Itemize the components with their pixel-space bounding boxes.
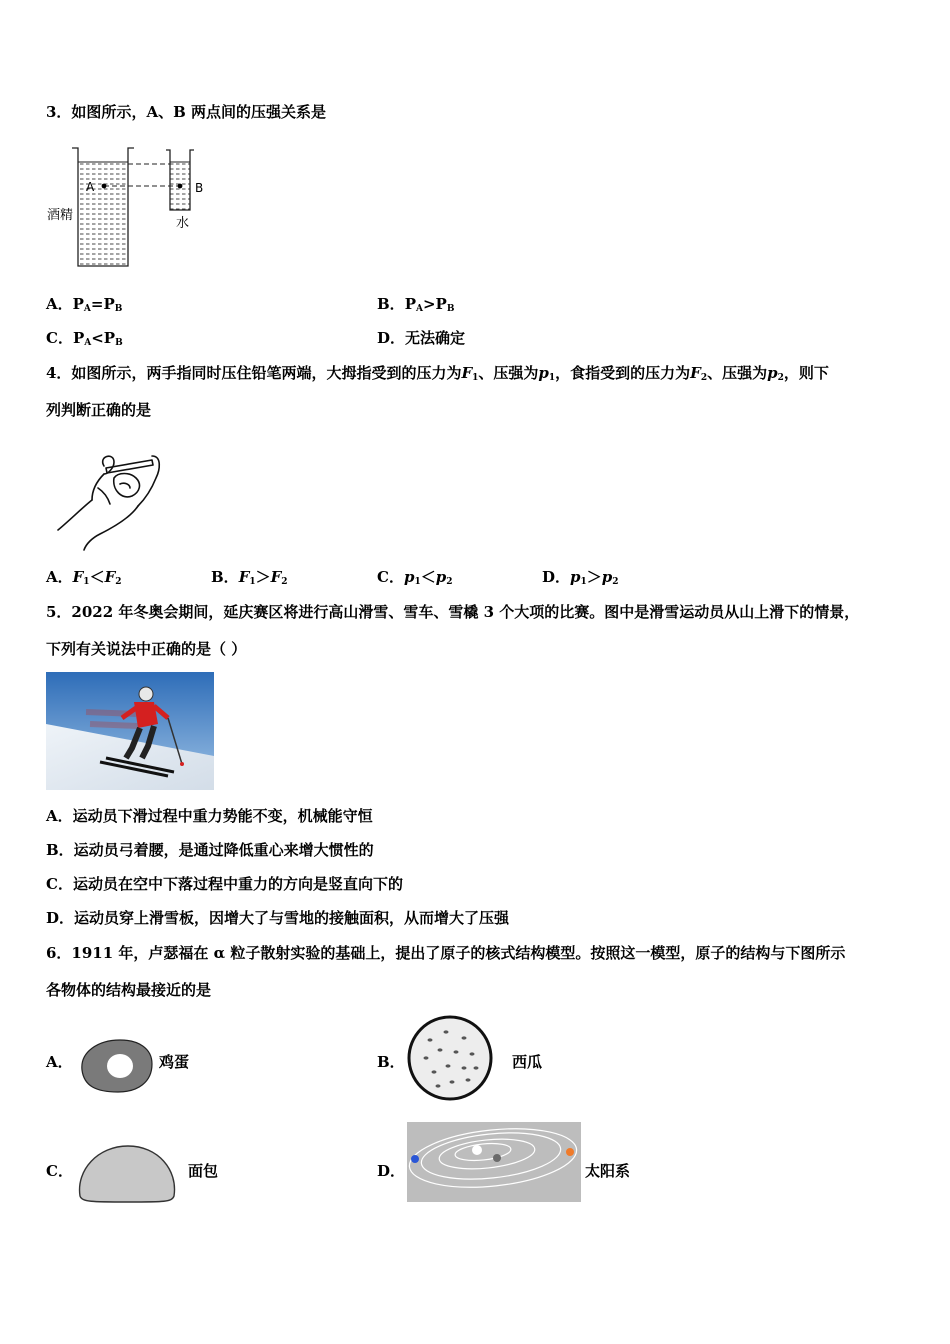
q4-option-c[interactable] [377, 567, 453, 592]
fig-label-water: 水 [176, 216, 190, 231]
var-p: p [538, 364, 549, 382]
stem-text: 4．如图所示，两手指同时压住铅笔两端，大拇指受到的压力为 [46, 364, 462, 382]
subscript: B [114, 304, 123, 314]
stem-text: 、压强为 [707, 364, 768, 382]
q5-option-d[interactable]: D．运动员穿上滑雪板，因增大了与雪地的接触面积，从而增大了压强 [46, 909, 510, 927]
q6-option-c-label: 面包 [188, 1162, 219, 1180]
stem-text: ，食指受到的压力为 [555, 364, 691, 382]
operator: ＜ [89, 568, 105, 586]
var-p: P [103, 329, 116, 347]
option-letter: A． [46, 568, 73, 586]
subscript: A [83, 304, 91, 314]
var-p: P [404, 295, 416, 313]
fig-label-alcohol: 酒精 [47, 208, 74, 223]
subscript: B [115, 338, 123, 348]
subscript: 2 [115, 577, 122, 587]
subscript: 1 [83, 577, 90, 587]
option-letter: C． [46, 329, 73, 347]
q4-stem-line2: 列判断正确的是 [46, 401, 152, 419]
subscript: 2 [777, 373, 784, 383]
subscript: 2 [612, 577, 619, 587]
subscript: 2 [446, 577, 453, 587]
subscript: A [84, 338, 92, 348]
q3-option-d[interactable]: D．无法确定 [377, 329, 466, 347]
stem-text: 、压强为 [478, 364, 539, 382]
stem-text: ，则下 [783, 364, 829, 382]
subscript: 1 [472, 373, 479, 383]
var-p: p [767, 364, 778, 382]
bread-icon [74, 1140, 180, 1204]
option-letter: C． [377, 568, 404, 586]
solar-system-icon [407, 1122, 581, 1202]
option-letter: B． [377, 295, 405, 313]
q6-option-a-letter[interactable]: A． [46, 1053, 73, 1071]
operator: ＞ [586, 568, 602, 586]
var-f: F [104, 568, 116, 586]
option-letter: B． [211, 568, 239, 586]
q6-option-d-label: 太阳系 [585, 1162, 631, 1180]
var-f: F [270, 568, 282, 586]
watermelon-icon [406, 1014, 494, 1102]
operator: = [90, 295, 104, 313]
fig-label-a: A [86, 180, 95, 194]
q4-option-a[interactable] [46, 567, 122, 592]
subscript: 2 [700, 373, 708, 383]
subscript: B [446, 304, 455, 314]
q5-option-a[interactable]: A．运动员下滑过程中重力势能不变，机械能守恒 [46, 807, 373, 825]
egg-icon [76, 1036, 156, 1096]
q3-option-a[interactable] [46, 294, 122, 319]
var-p: p [570, 568, 581, 586]
option-letter: D． [542, 568, 571, 586]
q6-option-b-label: 西瓜 [512, 1053, 543, 1071]
var-f: F [461, 364, 473, 382]
q5-stem-line2: 下列有关说法中正确的是（ ） [46, 640, 247, 658]
q6-stem-line2: 各物体的结构最接近的是 [46, 981, 212, 999]
q6-option-c-letter[interactable]: C． [46, 1162, 73, 1180]
option-letter: A． [46, 295, 73, 313]
q3-stem: 3．如图所示，A、B 两点间的压强关系是 [46, 103, 326, 121]
q6-stem-line1: 6．1911 年，卢瑟福在 α 粒子散射实验的基础上，提出了原子的核式结构模型。按照这一模型，原子的结构与下图所示 [46, 944, 846, 962]
q3-option-b[interactable] [377, 294, 454, 319]
q3-option-c[interactable] [46, 328, 123, 353]
q5-skier-photo [46, 672, 214, 790]
subscript: A [415, 304, 423, 314]
var-f: F [72, 568, 84, 586]
q4-option-b[interactable] [211, 567, 288, 592]
var-p: P [72, 329, 85, 347]
q6-option-a-label: 鸡蛋 [159, 1053, 190, 1071]
operator: ＞ [255, 568, 271, 586]
subscript: 1 [414, 577, 421, 587]
q5-option-c[interactable]: C．运动员在空中下落过程中重力的方向是竖直向下的 [46, 875, 403, 893]
operator: ＜ [420, 568, 436, 586]
q4-option-d[interactable] [542, 567, 619, 592]
q4-stem-line1 [46, 363, 829, 388]
operator: < [91, 329, 104, 347]
subscript: 1 [249, 577, 256, 587]
var-f: F [238, 568, 250, 586]
fig-label-b: B [195, 181, 204, 195]
var-p: P [72, 295, 84, 313]
var-f: F [690, 364, 701, 382]
q6-option-b-letter[interactable]: B． [377, 1053, 405, 1071]
operator: > [422, 295, 436, 313]
subscript: 1 [580, 577, 587, 587]
var-p: p [601, 568, 613, 586]
q5-option-b[interactable]: B．运动员弓着腰，是通过降低重心来增大惯性的 [46, 841, 374, 859]
q6-option-d-letter[interactable]: D． [377, 1162, 406, 1180]
subscript: 2 [281, 577, 288, 587]
var-p: p [435, 568, 447, 586]
var-p: P [435, 295, 447, 313]
q5-stem-line1: 5．2022 年冬奥会期间，延庆赛区将进行高山滑雪、雪车、雪橇 3 个大项的比赛。图中是滑雪运动员从山上滑下的情景， [46, 603, 860, 621]
var-p: P [103, 295, 115, 313]
q4-figure-hand-pencil [52, 448, 164, 552]
var-p: p [403, 568, 415, 586]
subscript: 1 [548, 373, 556, 383]
